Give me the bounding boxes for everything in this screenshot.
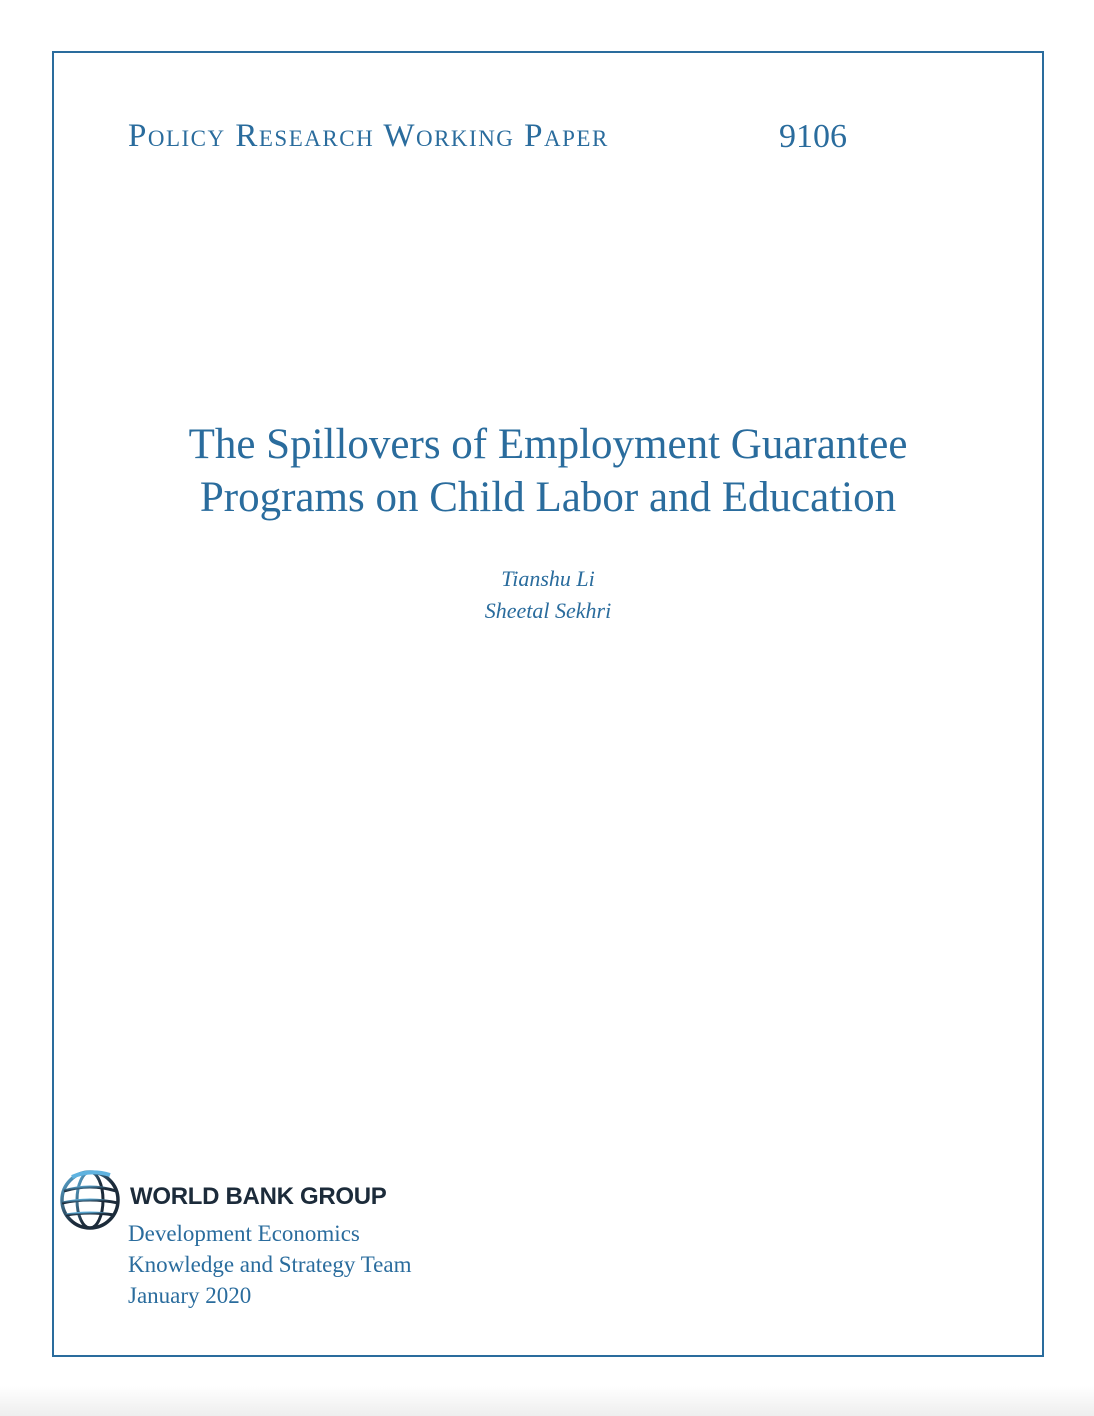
cover-frame <box>52 51 1044 1357</box>
world-bank-group-logo-text: WORLD BANK GROUP <box>130 1183 387 1210</box>
series-header <box>128 118 868 168</box>
author-name: Tianshu Li <box>501 566 595 591</box>
publication-date: January 2020 <box>128 1283 252 1308</box>
paper-title <box>100 418 996 524</box>
title-line-2: Programs on Child Labor and Education <box>199 474 897 521</box>
author-list <box>100 563 996 627</box>
author-name: Sheetal Sekhri <box>484 598 612 623</box>
series-name: Policy Research Working Paper <box>128 118 609 154</box>
paper-number: 9106 <box>779 118 847 155</box>
globe-icon <box>58 1167 122 1231</box>
title-line-1: The Spillovers of Employment Guarantee <box>188 421 908 468</box>
team-name: Knowledge and Strategy Team <box>128 1252 412 1277</box>
viewer-bottom-edge <box>0 1386 1094 1416</box>
department-name: Development Economics <box>128 1221 360 1246</box>
publisher-info <box>128 1218 411 1311</box>
